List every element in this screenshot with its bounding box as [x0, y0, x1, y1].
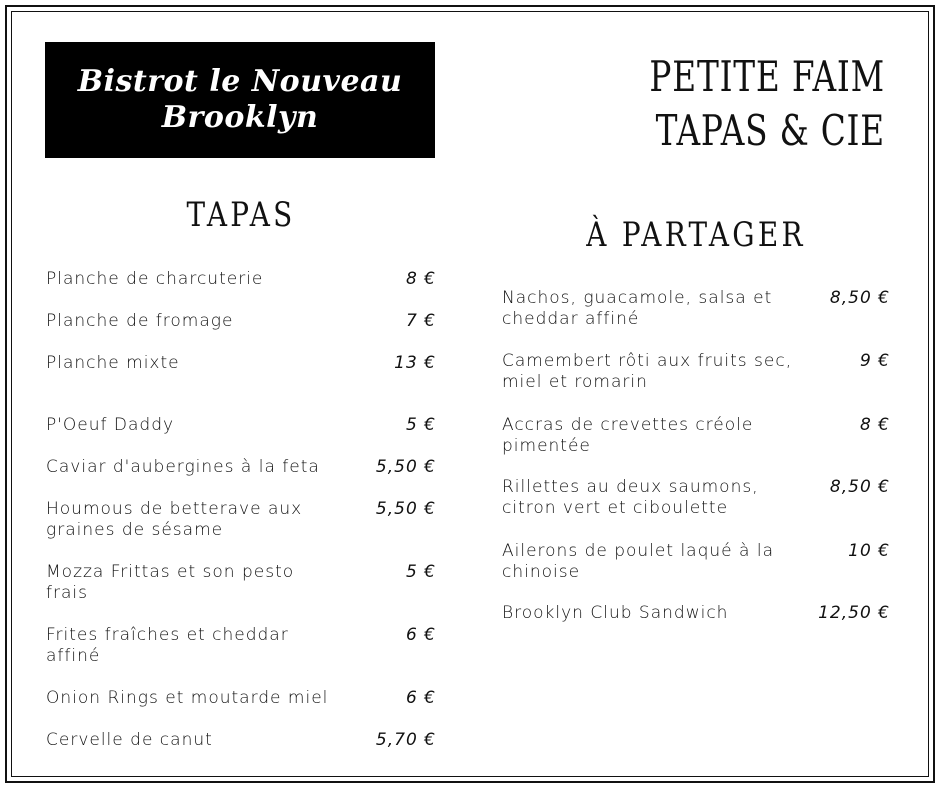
menu-item: [46, 625, 436, 667]
menu-item: [502, 603, 890, 624]
menu-item: [46, 457, 436, 478]
item-name: Rillettes au deux saumons, citron vert et ciboulette: [502, 477, 759, 518]
menu-item: [46, 353, 436, 374]
item-price: 6 €: [405, 688, 436, 708]
item-price: 9 €: [859, 351, 890, 371]
item-name: P'Oeuf Daddy: [46, 415, 175, 435]
item-price: 8 €: [405, 269, 436, 289]
menu-item: [502, 351, 890, 393]
item-name: Planche de charcuterie: [46, 269, 264, 289]
item-name: Onion Rings et moutarde miel: [46, 688, 329, 708]
menu-item: [502, 541, 890, 583]
item-name: Cervelle de canut: [46, 730, 213, 750]
menu-item: [46, 562, 436, 604]
item-price: 8,50 €: [829, 477, 890, 497]
item-price: 6 €: [405, 625, 436, 645]
restaurant-name-line2: Brooklyn: [161, 100, 319, 135]
item-price: 5,50 €: [375, 499, 436, 519]
menu-item: [502, 415, 890, 457]
partager-title: À PARTAGER: [586, 215, 806, 255]
menu-item: [46, 499, 436, 541]
headline-line1: PETITE FAIM: [649, 52, 885, 101]
menu-item: [46, 730, 436, 751]
item-price: 8 €: [859, 415, 890, 435]
restaurant-name-line1: Bistrot le Nouveau: [77, 64, 403, 99]
item-name: Caviar d'aubergines à la feta: [46, 457, 320, 477]
item-price: 7 €: [405, 311, 436, 331]
item-price: 5 €: [405, 562, 436, 582]
item-name: Frites fraîches et cheddar affiné: [46, 625, 289, 666]
item-name: Planche mixte: [46, 353, 180, 373]
item-name: Mozza Frittas et son pesto frais: [46, 562, 295, 603]
headline-line2: TAPAS & CIE: [655, 106, 885, 155]
item-price: 5,70 €: [375, 730, 436, 750]
item-name: Accras de crevettes créole pimentée: [502, 415, 754, 456]
item-name: Brooklyn Club Sandwich: [502, 603, 729, 623]
restaurant-logo: [45, 42, 435, 158]
menu-item: [46, 311, 436, 332]
menu-item: [502, 288, 890, 330]
item-name: Camembert rôti aux fruits sec, miel et romarin: [502, 351, 793, 392]
item-name: Ailerons de poulet laqué à la chinoise: [502, 541, 774, 582]
menu-item: [502, 477, 890, 519]
item-price: 13 €: [394, 353, 436, 373]
menu-headline: [649, 50, 885, 158]
tapas-title: TAPAS: [186, 195, 296, 235]
menu-item: [46, 688, 436, 709]
item-price: 12,50 €: [818, 603, 890, 623]
item-name: Houmous de betterave aux graines de sésame: [46, 499, 303, 540]
item-name: Nachos, guacamole, salsa et cheddar affiné: [502, 288, 773, 329]
item-name: Planche de fromage: [46, 311, 234, 331]
menu-item: [46, 415, 436, 436]
item-price: 10 €: [848, 541, 890, 561]
item-price: 5 €: [405, 415, 436, 435]
item-price: 5,50 €: [375, 457, 436, 477]
item-price: 8,50 €: [829, 288, 890, 308]
menu-item: [46, 269, 436, 290]
